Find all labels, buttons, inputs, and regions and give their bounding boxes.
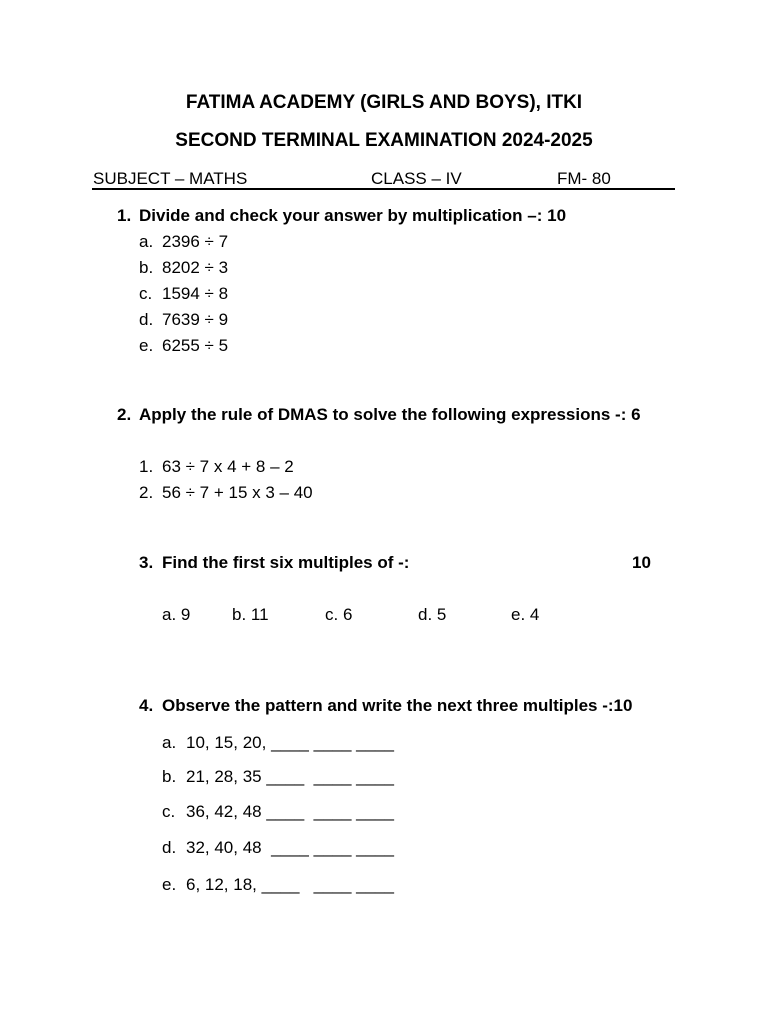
- list-item-label: d.: [418, 605, 433, 624]
- list-item: [325, 606, 352, 623]
- list-item: a.: [139, 232, 154, 251]
- list-item: 2.: [139, 483, 154, 502]
- list-item: d.: [139, 310, 154, 329]
- list-item-text: 2396 ÷ 7: [162, 232, 229, 251]
- list-item-text: 36, 42, 48 ____ ____ ____: [186, 802, 394, 821]
- list-item-text: 21, 28, 35 ____ ____ ____: [186, 767, 394, 786]
- q3-text: Find the first six multiples of -:: [162, 553, 410, 572]
- list-item-text: 63 ÷ 7 x 4 + 8 – 2: [162, 457, 294, 476]
- list-item-label: e.: [511, 605, 526, 624]
- list-item-text: 4: [529, 605, 540, 624]
- q4-number: 4.: [139, 696, 154, 715]
- full-marks-label: FM- 80: [557, 169, 611, 188]
- q3-marks: 10: [632, 553, 651, 572]
- q3-number: 3.: [139, 553, 154, 572]
- list-item: b.: [139, 258, 154, 277]
- list-item-text: 7639 ÷ 9: [162, 310, 229, 329]
- list-item-text: 6: [342, 605, 353, 624]
- list-item-text: 32, 40, 48 ____ ____ ____: [186, 838, 394, 857]
- q2-text: Apply the rule of DMAS to solve the following expressions -: 6: [139, 405, 641, 424]
- q4-text: Observe the pattern and write the next three multiples -:10: [162, 696, 633, 715]
- class-label: CLASS – IV: [371, 169, 462, 188]
- list-item-text: 6255 ÷ 5: [162, 336, 229, 355]
- list-item-label: c.: [325, 605, 339, 624]
- list-item-text: 9: [180, 605, 191, 624]
- list-item: e.: [139, 336, 154, 355]
- list-item: 1.: [139, 457, 154, 476]
- subject-label: SUBJECT – MATHS: [93, 169, 248, 188]
- exam-title: SECOND TERMINAL EXAMINATION 2024-2025: [175, 130, 593, 151]
- list-item-text: 6, 12, 18, ____ ____ ____: [186, 875, 394, 894]
- header-divider: [92, 188, 675, 190]
- school-name: FATIMA ACADEMY (GIRLS AND BOYS), ITKI: [185, 92, 583, 113]
- list-item: [511, 606, 539, 623]
- list-item-text: 11: [250, 605, 269, 624]
- q1-number: 1.: [117, 206, 132, 225]
- list-item-text: 10, 15, 20, ____ ____ ____: [186, 733, 394, 752]
- list-item: c.: [139, 284, 153, 303]
- list-item: d.: [162, 838, 177, 857]
- list-item: c.: [162, 802, 176, 821]
- list-item: b.: [162, 767, 177, 786]
- list-item-text: 8202 ÷ 3: [162, 258, 229, 277]
- list-item-text: 5: [436, 605, 447, 624]
- list-item-text: 1594 ÷ 8: [162, 284, 229, 303]
- list-item: [162, 606, 190, 623]
- list-item: e.: [162, 875, 177, 894]
- list-item-label: a.: [162, 605, 177, 624]
- list-item: a.: [162, 733, 177, 752]
- list-item-label: b.: [232, 605, 247, 624]
- q2-number: 2.: [117, 405, 132, 424]
- q1-text: Divide and check your answer by multiplication –: 10: [139, 206, 567, 225]
- list-item: [418, 606, 446, 623]
- list-item-text: 56 ÷ 7 + 15 x 3 – 40: [162, 483, 313, 502]
- list-item: [232, 606, 269, 623]
